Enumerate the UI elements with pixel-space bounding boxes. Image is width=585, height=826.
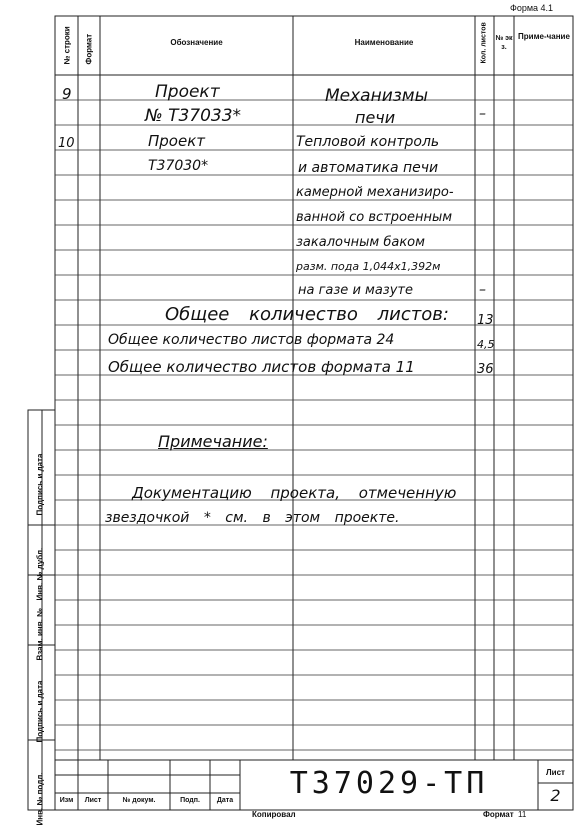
row-name: Тепловой контроль [296, 134, 440, 150]
footer-format-label: Формат [483, 810, 514, 819]
note-line-1: Документацию проекта, отмеченную [132, 484, 457, 502]
header-designation: Обозначение [170, 38, 223, 47]
total-format11-label: Общее количество листов формата 11 [108, 358, 415, 376]
side-replace-inv: Взам. инв. № [35, 608, 45, 661]
total-format24-label: Общее количество листов формата 24 [108, 332, 395, 348]
title-col-sheet: Лист [84, 797, 102, 804]
note-line-2: звездочкой * см. в этом проекте. [105, 510, 400, 526]
title-col-change: Изм [59, 797, 74, 804]
side-dup-inv: Инв. № дубл. [35, 547, 45, 601]
row-name: закалочным баком [296, 235, 425, 250]
side-sign-date-bottom: Подпись и дата [35, 680, 45, 743]
header-note: Приме-чание [518, 32, 570, 41]
row-designation: Проект [155, 82, 220, 102]
doc-code: Т37029-ТП [289, 766, 489, 801]
row-number: 10 [58, 136, 75, 151]
header-sheet-count: Кол. листов [480, 22, 488, 64]
total-sheets-value: 13 [477, 313, 494, 328]
row-count: – [479, 106, 486, 122]
row-name: и автоматика печи [298, 160, 439, 176]
side-sign-date-top: Подпись и дата [35, 453, 45, 516]
total-format24-value: 4,5 [477, 338, 495, 351]
row-name: на газе и мазуте [298, 283, 413, 298]
header-row-number: № строки [62, 26, 72, 65]
side-orig-inv: Инв. № подл. [35, 772, 45, 826]
row-designation: Т37030* [148, 158, 209, 174]
row-name: ванной со встроенным [296, 210, 453, 225]
header-name: Наименование [354, 38, 414, 47]
row-number: 9 [62, 85, 72, 103]
title-col-doc-number: № докум. [122, 797, 156, 804]
title-col-signature: Подп. [180, 797, 200, 804]
header-copy-number: № экз. [495, 35, 513, 51]
row-name: печи [355, 108, 396, 127]
footer-copied: Копировал [252, 810, 296, 819]
row-name: камерной механизиро- [296, 185, 454, 200]
sheet-label: Лист [546, 768, 565, 777]
row-designation: № Т37033* [145, 106, 242, 126]
title-col-date: Дата [216, 797, 234, 804]
note-title: Примечание: [158, 432, 268, 451]
footer-format-value: 11 [518, 810, 527, 819]
total-format11-value: 36 [477, 362, 494, 377]
row-name: Механизмы [325, 86, 429, 106]
row-designation: Проект [148, 132, 206, 150]
sheet-number: 2 [550, 786, 561, 805]
header-format: Формат [84, 33, 94, 65]
row-name: разм. пода 1,044х1,392м [296, 260, 441, 273]
total-sheets-label: Общее количество листов: [165, 304, 449, 325]
form-label: Форма 4.1 [510, 3, 554, 13]
row-count: – [479, 282, 486, 298]
